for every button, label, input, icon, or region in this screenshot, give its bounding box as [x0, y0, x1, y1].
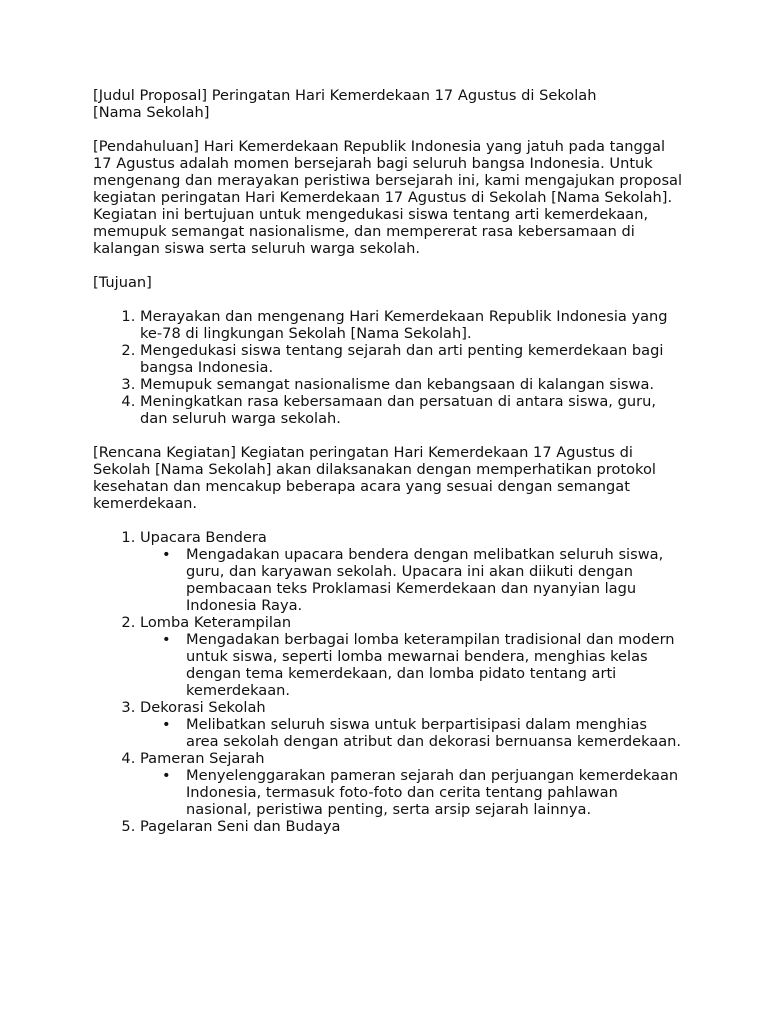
activity-name: Upacara Bendera: [140, 529, 267, 546]
activity-detail-list: [140, 767, 683, 818]
activity-detail-list: [140, 631, 683, 699]
activity-detail-list: [140, 546, 683, 614]
activity-name: Pagelaran Seni dan Budaya: [140, 818, 341, 835]
title-line-1: [Judul Proposal] Peringatan Hari Kemerdekaan 17 Agustus di Sekolah: [93, 87, 597, 104]
rencana-intro-paragraph: [Rencana Kegiatan] Kegiatan peringatan Hari Kemerdekaan 17 Agustus di Sekolah [Nama Sekolah] akan dilaksanakan dengan memperhatikan protokol kesehatan dan mencakup beberapa acara yang sesuai dengan semangat kemerdekaan.: [93, 444, 656, 512]
document-page: [93, 87, 683, 852]
rencana-list: [93, 529, 683, 835]
list-item: [140, 750, 683, 818]
list-item: 2. Mengedukasi siswa tentang sejarah dan arti penting kemerdekaan bagi bangsa Indonesia.: [140, 342, 683, 376]
activity-name: Dekorasi Sekolah: [140, 699, 266, 716]
list-item: [140, 699, 683, 750]
list-item: [140, 818, 683, 835]
pendahuluan-paragraph: [Pendahuluan] Hari Kemerdekaan Republik Indonesia yang jatuh pada tanggal 17 Agustus adalah momen bersejarah bagi seluruh bangsa Indonesia. Untuk mengenang dan merayakan peristiwa bersejarah ini, kami mengajukan proposal kegiatan peringatan Hari Kemerdekaan 17 Agustus di Sekolah [Nama Sekolah]. Kegiatan ini bertujuan untuk mengedukasi siswa tentang arti kemerdekaan, memupuk semangat nasionalisme, dan mempererat rasa kebersamaan di kalangan siswa serta seluruh warga sekolah.: [93, 138, 683, 257]
tujuan-list: [93, 308, 683, 427]
list-item: [140, 614, 683, 699]
list-item: 1. Merayakan dan mengenang Hari Kemerdekaan Republik Indonesia yang ke-78 di lingkungan Sekolah [Nama Sekolah].: [140, 308, 683, 342]
proposal-title: [93, 87, 683, 121]
activity-detail-list: [140, 716, 683, 750]
activity-detail: • Menyelenggarakan pameran sejarah dan perjuangan kemerdekaan Indonesia, termasuk foto-foto dan cerita tentang pahlawan nasional, peristiwa penting, serta arsip sejarah lainnya.: [186, 767, 683, 818]
activity-name: Pameran Sejarah: [140, 750, 265, 767]
activity-detail: • Mengadakan berbagai lomba keterampilan tradisional dan modern untuk siswa, seperti lomba mewarnai bendera, menghias kelas dengan tema kemerdekaan, dan lomba pidato tentang arti kemerdekaan.: [186, 631, 683, 699]
activity-detail: • Mengadakan upacara bendera dengan melibatkan seluruh siswa, guru, dan karyawan sekolah. Upacara ini akan diikuti dengan pembacaan teks Proklamasi Kemerdekaan dan nyanyian lagu Indonesia Raya.: [186, 546, 683, 614]
tujuan-heading: [Tujuan]: [93, 274, 152, 291]
title-line-2: [Nama Sekolah]: [93, 104, 210, 121]
list-item: [140, 529, 683, 614]
list-item: 4. Meningkatkan rasa kebersamaan dan persatuan di antara siswa, guru, dan seluruh warga sekolah.: [140, 393, 683, 427]
activity-name: Lomba Keterampilan: [140, 614, 292, 631]
activity-detail: • Melibatkan seluruh siswa untuk berpartisipasi dalam menghias area sekolah dengan atribut dan dekorasi bernuansa kemerdekaan.: [186, 716, 683, 750]
list-item: 3. Memupuk semangat nasionalisme dan kebangsaan di kalangan siswa.: [140, 376, 683, 393]
